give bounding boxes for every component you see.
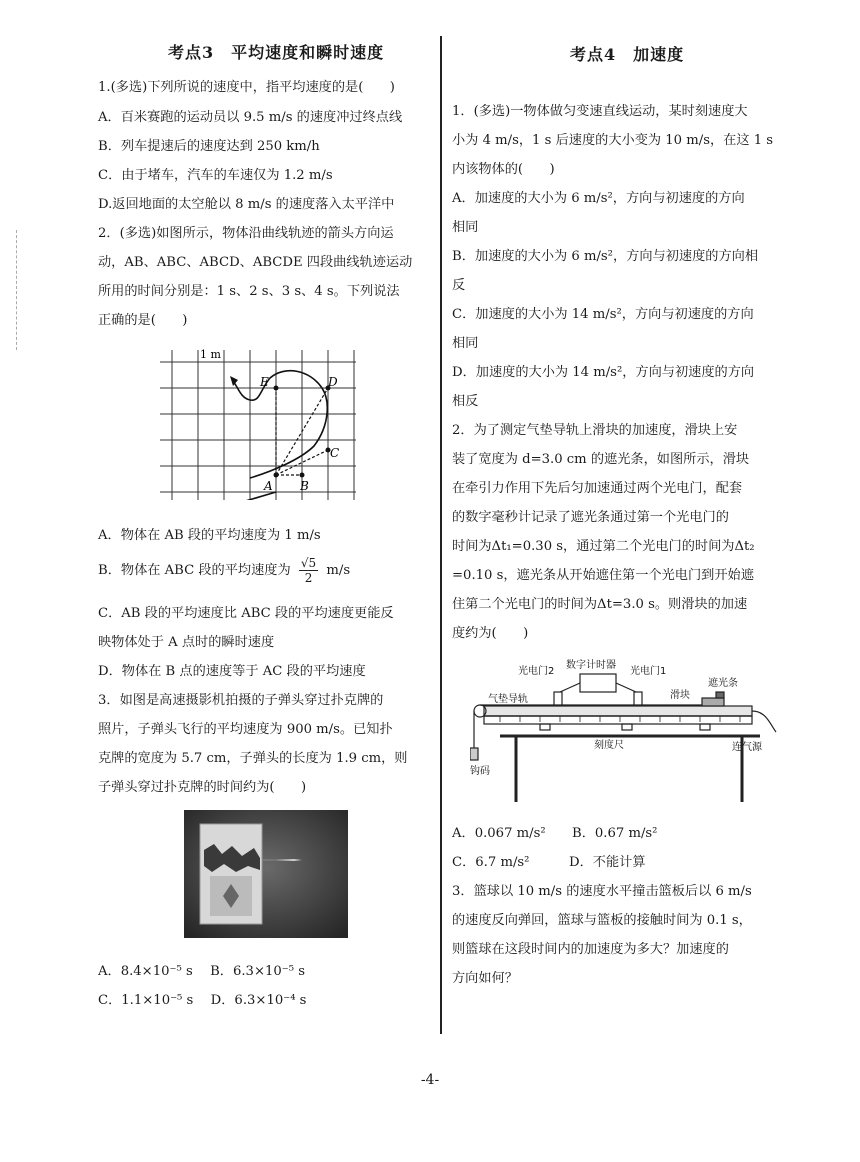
- rail-label: 气垫导轨: [488, 694, 528, 705]
- column-divider: [440, 36, 442, 1034]
- r-q2-stem-line2: 装了宽度为 d=3.0 cm 的遮光条，如图所示，滑块: [452, 452, 750, 467]
- q3-stem-line4: 子弹头穿过扑克牌的时间约为( ): [98, 780, 307, 795]
- r-q1-option-b-line1: B．加速度的大小为 6 m/s²，方向与初速度的方向相: [452, 249, 759, 264]
- q1-stem: 1.(多选)下列所说的速度中，指平均速度的是( ): [98, 80, 395, 95]
- q2-option-b-text: B．物体在 ABC 段的平均速度为: [98, 563, 291, 578]
- q2-option-b: [98, 556, 350, 585]
- slider-label: 滑块: [670, 690, 690, 701]
- r-q2-stem-line4: 的数字毫秒计记录了遮光条通过第一个光电门的: [452, 510, 729, 525]
- r-q2-options-row1: A．0.067 m/s² B．0.67 m/s²: [452, 826, 658, 841]
- q2-stem-line4: 正确的是( ): [98, 313, 188, 328]
- q2-stem-line3: 所用的时间分别是：1 s、2 s、3 s、4 s。下列说法: [98, 284, 400, 299]
- q1-option-c: C．由于堵车，汽车的车速仅为 1.2 m/s: [98, 168, 333, 183]
- r-q1-stem-line3: 内该物体的( ): [452, 162, 555, 177]
- point-a-label: A: [264, 479, 273, 493]
- bullet-card-photo: [184, 810, 348, 938]
- shade-label: 遮光条: [708, 678, 738, 689]
- r-q1-stem-line1: 1．(多选)一物体做匀变速直线运动，某时刻速度大: [452, 104, 748, 119]
- q1-option-d: D.返回地面的太空舱以 8 m/s 的速度落入太平洋中: [98, 197, 395, 212]
- q1-option-b: B．列车提速后的速度达到 250 km/h: [98, 139, 320, 154]
- q3-stem-line3: 克牌的宽度为 5.7 cm，子弹头的长度为 1.9 cm，则: [98, 751, 408, 766]
- r-q2-stem-line3: 在牵引力作用下先后匀加速通过两个光电门，配套: [452, 481, 743, 496]
- point-e-label: E: [260, 375, 269, 389]
- r-q3-stem-line2: 的速度反向弹回，篮球与篮板的接触时间为 0.1 s，: [452, 913, 752, 928]
- r-q3-stem-line4: 方向如何？: [452, 971, 518, 986]
- r-q1-option-b-line2: 反: [452, 278, 466, 293]
- fraction-numerator: √5: [300, 556, 317, 570]
- r-q3-stem-line1: 3．篮球以 10 m/s 的速度水平撞击篮板后以 6 m/s: [452, 884, 752, 899]
- sqrt5-over-2-fraction: [299, 556, 318, 585]
- r-q1-option-a-line2: 相同: [452, 220, 479, 235]
- air-track-apparatus-figure: [470, 652, 790, 802]
- air-source-label: 连气源: [732, 742, 762, 753]
- r-q2-stem-line1: 2．为了测定气垫导轨上滑块的加速度，滑块上安: [452, 423, 738, 438]
- q2-option-c-line2: 映物体处于 A 点时的瞬时速度: [98, 635, 275, 650]
- r-q2-stem-line6: =0.10 s，遮光条从开始遮住第一个光电门到开始遮: [452, 568, 754, 583]
- grid-unit-label: 1 m: [200, 348, 221, 361]
- r-q3-stem-line3: 则篮球在这段时间内的加速度为多大？加速度的: [452, 942, 729, 957]
- r-q2-stem-line8: 度约为( ): [452, 626, 529, 641]
- q2-option-d: D．物体在 B 点的速度等于 AC 段的平均速度: [98, 664, 366, 679]
- r-q1-option-d-line2: 相反: [452, 394, 479, 409]
- q2-option-a: A．物体在 AB 段的平均速度为 1 m/s: [98, 528, 321, 543]
- point-c-label: C: [330, 446, 340, 460]
- q2-stem-line2: 动，AB、ABC、ABCD、ABCDE 四段曲线轨迹运动: [98, 255, 413, 270]
- point-b-label: B: [300, 479, 309, 493]
- timer-label: 数字计时器: [566, 660, 616, 671]
- q3-stem-line2: 照片，子弹头飞行的平均速度为 900 m/s。已知扑: [98, 722, 393, 737]
- weight-label: 钩码: [470, 766, 490, 777]
- q2-option-b-unit: m/s: [326, 563, 351, 578]
- q2-option-c-line1: C．AB 段的平均速度比 ABC 段的平均速度更能反: [98, 606, 394, 621]
- q2-stem-line1: 2．(多选)如图所示，物体沿曲线轨迹的箭头方向运: [98, 226, 394, 241]
- ruler-label: 刻度尺: [594, 740, 624, 751]
- r-q1-option-c-line1: C．加速度的大小为 14 m/s²，方向与初速度的方向: [452, 307, 754, 322]
- trajectory-grid-figure: [160, 340, 360, 500]
- r-q1-option-a-line1: A．加速度的大小为 6 m/s²，方向与初速度的方向: [452, 191, 745, 206]
- q3-stem-line1: 3．如图是高速摄影机拍摄的子弹头穿过扑克牌的: [98, 693, 384, 708]
- r-q2-stem-line5: 时间为Δt₁=0.30 s，通过第二个光电门的时间为Δt₂: [452, 539, 755, 554]
- r-q2-options-row2: C．6.7 m/s² D．不能计算: [452, 855, 646, 870]
- page-number: -4-: [420, 1072, 440, 1088]
- r-q2-stem-line7: 住第二个光电门的时间为Δt=3.0 s。则滑块的加速: [452, 597, 748, 612]
- q1-option-a: A．百米赛跑的运动员以 9.5 m/s 的速度冲过终点线: [98, 110, 403, 125]
- section-heading-4: 考点4 加速度: [570, 45, 685, 64]
- r-q1-stem-line2: 小为 4 m/s，1 s 后速度的大小变为 10 m/s，在这 1 s: [452, 133, 774, 148]
- q3-options-row1: A．8.4×10⁻⁵ s B．6.3×10⁻⁵ s: [98, 964, 305, 979]
- point-d-label: D: [328, 375, 338, 389]
- binding-margin-mark: [16, 230, 18, 350]
- gate1-label: 光电门1: [630, 666, 667, 677]
- r-q1-option-c-line2: 相同: [452, 336, 479, 351]
- gate2-label: 光电门2: [518, 666, 555, 677]
- fraction-denominator: 2: [304, 571, 313, 585]
- r-q1-option-d-line1: D．加速度的大小为 14 m/s²，方向与初速度的方向: [452, 365, 755, 380]
- section-heading-3: 考点3 平均速度和瞬时速度: [168, 43, 385, 62]
- q3-options-row2: C．1.1×10⁻⁵ s D．6.3×10⁻⁴ s: [98, 993, 307, 1008]
